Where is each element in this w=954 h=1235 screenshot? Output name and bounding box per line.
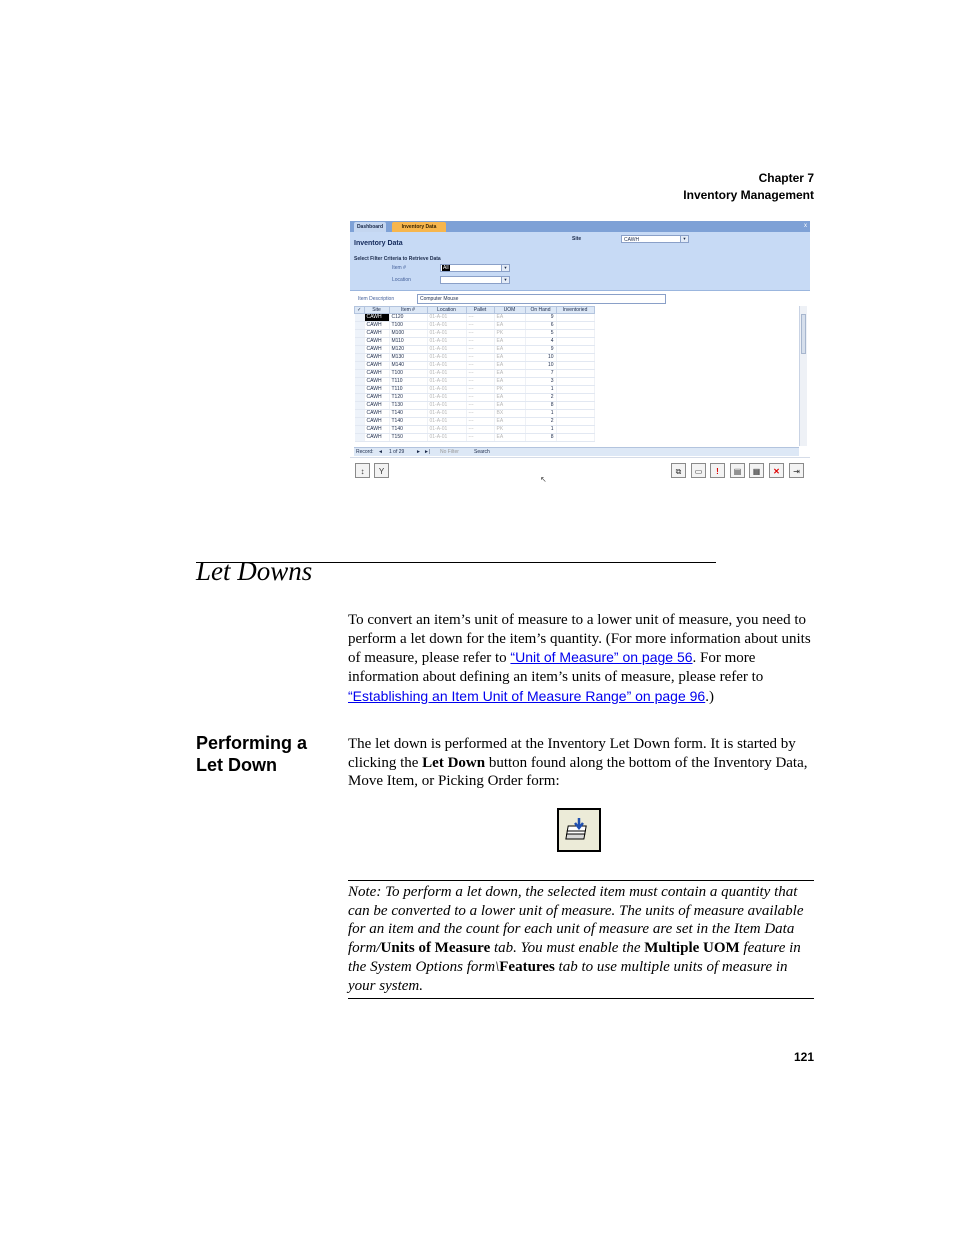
cell-pallet[interactable]: --- <box>466 346 494 354</box>
cell-inventoried[interactable] <box>556 426 594 434</box>
chevron-down-icon[interactable]: ▼ <box>680 236 688 242</box>
filter-panel <box>350 232 810 291</box>
cell-uom[interactable]: EA <box>494 394 525 402</box>
cell-pallet[interactable]: --- <box>466 434 494 442</box>
note-bold-3: Features <box>499 958 555 975</box>
row-selector[interactable] <box>355 314 365 322</box>
cell-item[interactable]: T140 <box>389 418 427 426</box>
cell-pallet[interactable]: --- <box>466 322 494 330</box>
item-select[interactable] <box>440 264 510 272</box>
cell-location[interactable]: 01-A-01 <box>427 354 466 362</box>
cell-item[interactable]: M140 <box>389 362 427 370</box>
table-row[interactable] <box>355 354 595 362</box>
cell-inventoried[interactable] <box>556 434 594 442</box>
cell-site[interactable]: CAWH <box>364 418 389 426</box>
next-record-icon[interactable]: ► <box>416 449 421 455</box>
cell-on-hand[interactable]: 1 <box>525 386 556 394</box>
cell-uom[interactable]: PK <box>494 426 525 434</box>
note-paragraph <box>348 883 814 995</box>
move-item-icon[interactable]: ▭ <box>691 463 706 478</box>
cell-uom[interactable]: BX <box>494 410 525 418</box>
cell-uom[interactable]: PK <box>494 386 525 394</box>
record-navigator <box>354 447 799 456</box>
scrollbar-thumb[interactable] <box>801 314 806 354</box>
cell-pallet[interactable]: --- <box>466 386 494 394</box>
cell-on-hand[interactable]: 10 <box>525 354 556 362</box>
cell-site[interactable]: CAWH <box>364 354 389 362</box>
form-toolbar <box>350 457 810 486</box>
cell-pallet[interactable]: --- <box>466 362 494 370</box>
cell-site[interactable]: CAWH <box>364 378 389 386</box>
cell-uom[interactable]: EA <box>494 354 525 362</box>
site-select[interactable] <box>621 235 689 243</box>
item-value: All <box>443 265 449 271</box>
table-row[interactable] <box>355 322 595 330</box>
row-selector[interactable] <box>355 362 365 370</box>
alert-icon[interactable]: ! <box>710 463 725 478</box>
print-icon[interactable]: ▦ <box>749 463 764 478</box>
grid-header-row <box>355 307 595 314</box>
cell-site[interactable]: CAWH <box>364 434 389 442</box>
form-title: Inventory Data <box>354 240 403 247</box>
cell-on-hand[interactable]: 4 <box>525 338 556 346</box>
record-label: Record: <box>356 449 374 455</box>
cell-site[interactable]: CAWH <box>364 370 389 378</box>
cell-site[interactable]: CAWH <box>364 394 389 402</box>
last-record-icon[interactable]: ►| <box>424 449 431 455</box>
exit-icon[interactable]: ⇥ <box>789 463 804 478</box>
note-bold-1: Units of Measure <box>380 940 491 957</box>
cell-location[interactable]: 01-A-01 <box>427 322 466 330</box>
row-selector[interactable] <box>355 330 365 338</box>
cell-item[interactable]: M100 <box>389 330 427 338</box>
cell-item[interactable]: C120 <box>389 314 427 322</box>
cell-site[interactable]: CAWH <box>364 426 389 434</box>
table-row[interactable] <box>355 386 595 394</box>
cell-site[interactable]: CAWH <box>364 338 389 346</box>
grid-scrollbar[interactable] <box>799 306 807 446</box>
cell-location[interactable]: 01-A-01 <box>427 338 466 346</box>
location-label: Location <box>392 277 411 283</box>
row-selector[interactable] <box>355 322 365 330</box>
tab-bar <box>350 221 810 232</box>
table-row[interactable] <box>355 330 595 338</box>
section-heading: Performing a Let Down <box>196 733 308 775</box>
cell-site[interactable]: CAWH <box>364 362 389 370</box>
intro-paragraph <box>348 611 818 707</box>
row-selector[interactable] <box>355 410 365 418</box>
cell-on-hand[interactable]: 9 <box>525 314 556 322</box>
cell-on-hand[interactable]: 10 <box>525 362 556 370</box>
col-pallet[interactable]: Pallet <box>466 307 494 314</box>
note-text-1: Note: To perform a let down, the selected item must contain a quantity that can be converted to a lower unit of measure. The units of measure available for an item and the count for each unit of measure are set in the Item Data form/ <box>348 884 804 957</box>
cell-on-hand[interactable]: 8 <box>525 402 556 410</box>
cell-pallet[interactable]: --- <box>466 426 494 434</box>
table-row[interactable] <box>355 346 595 354</box>
tab-dashboard[interactable]: Dashboard <box>354 222 386 232</box>
cell-inventoried[interactable] <box>556 314 594 322</box>
note-rule-top <box>348 880 814 881</box>
unit-of-measure-link[interactable]: “Unit of Measure” on page 56 <box>510 649 693 666</box>
let-down-button-icon <box>557 808 601 852</box>
intro-text-1: To convert an item’s unit of measure to a lower unit of measure, you need to perform a let down for the item’s quantity. (For more information about units of measure, please refer to <box>348 612 811 667</box>
table-row[interactable] <box>355 434 595 442</box>
col-uom[interactable]: UOM <box>494 307 525 314</box>
cell-inventoried[interactable] <box>556 394 594 402</box>
cell-location[interactable]: 01-A-01 <box>427 434 466 442</box>
cell-location[interactable]: 01-A-01 <box>427 426 466 434</box>
table-row[interactable] <box>355 410 595 418</box>
row-selector[interactable] <box>355 426 365 434</box>
note-text-2: tab. You must enable the <box>490 940 645 957</box>
row-selector[interactable] <box>355 418 365 426</box>
filter-heading: Select Filter Criteria to Retrieve Data <box>354 256 441 262</box>
cell-uom[interactable]: EA <box>494 314 525 322</box>
cell-pallet[interactable]: --- <box>466 402 494 410</box>
sort-ascending-icon[interactable]: ↕ <box>355 463 370 478</box>
col-site[interactable]: Site <box>364 307 389 314</box>
row-selector[interactable] <box>355 402 365 410</box>
cell-location[interactable]: 01-A-01 <box>427 418 466 426</box>
location-select[interactable] <box>440 276 510 284</box>
col-location[interactable]: Location <box>427 307 466 314</box>
cell-on-hand[interactable]: 9 <box>525 346 556 354</box>
cell-uom[interactable]: EA <box>494 362 525 370</box>
note-text-4: tab to use multiple units of measure in your system. <box>348 958 788 994</box>
mouse-pointer-icon: ↖ <box>540 475 547 484</box>
cell-uom[interactable]: EA <box>494 338 525 346</box>
cell-location[interactable]: 01-A-01 <box>427 386 466 394</box>
cell-item[interactable]: M120 <box>389 346 427 354</box>
cell-on-hand[interactable]: 1 <box>525 410 556 418</box>
cell-location[interactable]: 01-A-01 <box>427 314 466 322</box>
row-selector[interactable] <box>355 378 365 386</box>
site-label: Site <box>572 236 582 242</box>
filter-icon[interactable]: Y <box>374 463 389 478</box>
table-row[interactable] <box>355 402 595 410</box>
tab-inventory-data[interactable]: Inventory Data <box>392 222 446 232</box>
cell-uom[interactable]: EA <box>494 402 525 410</box>
cell-site[interactable]: CAWH <box>364 330 389 338</box>
first-record-icon[interactable]: ◄ <box>378 449 383 455</box>
grid-body <box>355 314 595 442</box>
col-item[interactable]: Item # <box>389 307 427 314</box>
report-icon[interactable]: ▤ <box>730 463 745 478</box>
cell-inventoried[interactable] <box>556 378 594 386</box>
cell-uom[interactable]: EA <box>494 370 525 378</box>
cell-uom[interactable]: EA <box>494 322 525 330</box>
delete-icon[interactable]: ✕ <box>769 463 784 478</box>
chevron-down-icon[interactable]: ▼ <box>501 277 509 283</box>
cell-inventoried[interactable] <box>556 410 594 418</box>
perform-paragraph <box>348 735 818 791</box>
table-row[interactable] <box>355 338 595 346</box>
table-row[interactable] <box>355 394 595 402</box>
cell-location[interactable]: 01-A-01 <box>427 410 466 418</box>
row-selector[interactable] <box>355 354 365 362</box>
perform-text-2: button found along the bottom of the Inventory Data, Move Item, or Picking Order form: <box>348 754 808 790</box>
table-row[interactable] <box>355 314 595 322</box>
row-selector[interactable] <box>355 386 365 394</box>
section-header: Inventory Management <box>683 188 814 202</box>
col-on-hand[interactable]: On Hand <box>525 307 556 314</box>
cell-pallet[interactable]: --- <box>466 370 494 378</box>
row-selector[interactable] <box>355 338 365 346</box>
cell-inventoried[interactable] <box>556 370 594 378</box>
cell-uom[interactable]: EA <box>494 418 525 426</box>
cell-pallet[interactable]: --- <box>466 394 494 402</box>
cell-on-hand[interactable]: 3 <box>525 378 556 386</box>
note-bold-2: Multiple UOM <box>644 940 740 957</box>
search-field[interactable]: Search <box>474 449 490 455</box>
cell-location[interactable]: 01-A-01 <box>427 362 466 370</box>
cell-on-hand[interactable]: 1 <box>525 426 556 434</box>
cell-location[interactable]: 01-A-01 <box>427 378 466 386</box>
cell-item[interactable]: T100 <box>389 370 427 378</box>
cell-site[interactable]: CAWH <box>364 402 389 410</box>
cell-inventoried[interactable] <box>556 354 594 362</box>
cell-location[interactable]: 01-A-01 <box>427 330 466 338</box>
cell-uom[interactable]: EA <box>494 378 525 386</box>
inventory-grid <box>354 306 595 442</box>
chapter-header: Chapter 7 <box>758 171 814 185</box>
cell-uom[interactable]: EA <box>494 346 525 354</box>
page-number: 121 <box>793 1050 814 1064</box>
cell-uom[interactable]: PK <box>494 330 525 338</box>
cell-item[interactable]: T130 <box>389 402 427 410</box>
table-row[interactable] <box>355 370 595 378</box>
row-selector[interactable] <box>355 434 365 442</box>
note-text-3: feature in the System Options form\ <box>348 940 801 975</box>
select-all-cell[interactable]: ✓ <box>355 307 365 314</box>
cell-inventoried[interactable] <box>556 322 594 330</box>
item-description-label: Item Description <box>358 296 395 302</box>
cell-item[interactable]: M130 <box>389 354 427 362</box>
page-title: Let Downs <box>196 556 313 586</box>
inventory-data-screenshot <box>350 221 810 489</box>
cell-item[interactable]: T110 <box>389 386 427 394</box>
cell-pallet[interactable]: --- <box>466 314 494 322</box>
no-filter-indicator[interactable]: No Filter <box>440 449 459 455</box>
cell-on-hand[interactable]: 2 <box>525 394 556 402</box>
cell-pallet[interactable]: --- <box>466 378 494 386</box>
cell-on-hand[interactable]: 7 <box>525 370 556 378</box>
cell-uom[interactable]: EA <box>494 434 525 442</box>
cell-site[interactable]: CAWH <box>364 314 389 322</box>
col-inventoried[interactable]: Inventoried <box>556 307 594 314</box>
cell-on-hand[interactable]: 6 <box>525 322 556 330</box>
cell-item[interactable]: T140 <box>389 426 427 434</box>
site-value: CAWH <box>624 237 640 243</box>
cell-site[interactable]: CAWH <box>364 346 389 354</box>
cell-item[interactable]: T140 <box>389 410 427 418</box>
cell-inventoried[interactable] <box>556 346 594 354</box>
row-selector[interactable] <box>355 370 365 378</box>
cell-site[interactable]: CAWH <box>364 386 389 394</box>
cell-item[interactable]: T110 <box>389 378 427 386</box>
cell-site[interactable]: CAWH <box>364 322 389 330</box>
close-icon[interactable]: x <box>804 223 807 229</box>
cell-pallet[interactable]: --- <box>466 338 494 346</box>
cell-location[interactable]: 01-A-01 <box>427 370 466 378</box>
cell-item[interactable]: T100 <box>389 322 427 330</box>
chevron-down-icon[interactable]: ▼ <box>501 265 509 271</box>
cell-pallet[interactable]: --- <box>466 410 494 418</box>
intro-text-3: .) <box>705 688 714 705</box>
table-row[interactable] <box>355 362 595 370</box>
item-label: Item # <box>392 265 406 271</box>
cell-on-hand[interactable]: 8 <box>525 434 556 442</box>
row-selector[interactable] <box>355 346 365 354</box>
intro-text-2: . For more information about defining an item’s units of measure, please refer to <box>348 650 764 686</box>
cell-location[interactable]: 01-A-01 <box>427 402 466 410</box>
cell-pallet[interactable]: --- <box>466 330 494 338</box>
perform-text-1: The let down is performed at the Inventory Let Down form. It is started by clicking the <box>348 736 796 771</box>
cell-inventoried[interactable] <box>556 362 594 370</box>
table-row[interactable] <box>355 426 595 434</box>
cell-on-hand[interactable]: 5 <box>525 330 556 338</box>
cell-item[interactable]: M110 <box>389 338 427 346</box>
cell-inventoried[interactable] <box>556 418 594 426</box>
cell-pallet[interactable]: --- <box>466 354 494 362</box>
record-position[interactable]: 1 of 29 <box>389 449 405 455</box>
cell-inventoried[interactable] <box>556 338 594 346</box>
cell-on-hand[interactable]: 2 <box>525 418 556 426</box>
cell-site[interactable]: CAWH <box>364 410 389 418</box>
table-row[interactable] <box>355 418 595 426</box>
uom-range-link[interactable]: “Establishing an Item Unit of Measure Range” on page 96 <box>348 687 706 704</box>
let-down-icon[interactable]: ⧉ <box>671 463 686 478</box>
let-down-icon <box>559 810 599 850</box>
cell-location[interactable]: 01-A-01 <box>427 394 466 402</box>
let-down-button-name: Let Down <box>422 754 486 771</box>
cell-location[interactable]: 01-A-01 <box>427 346 466 354</box>
table-row[interactable] <box>355 378 595 386</box>
cell-inventoried[interactable] <box>556 402 594 410</box>
cell-pallet[interactable]: --- <box>466 418 494 426</box>
row-selector[interactable] <box>355 394 365 402</box>
item-description-field[interactable]: Computer Mouse <box>417 294 666 304</box>
cell-inventoried[interactable] <box>556 386 594 394</box>
cell-inventoried[interactable] <box>556 330 594 338</box>
cell-item[interactable]: T120 <box>389 394 427 402</box>
note-rule-bottom <box>348 998 814 999</box>
cell-item[interactable]: T150 <box>389 434 427 442</box>
